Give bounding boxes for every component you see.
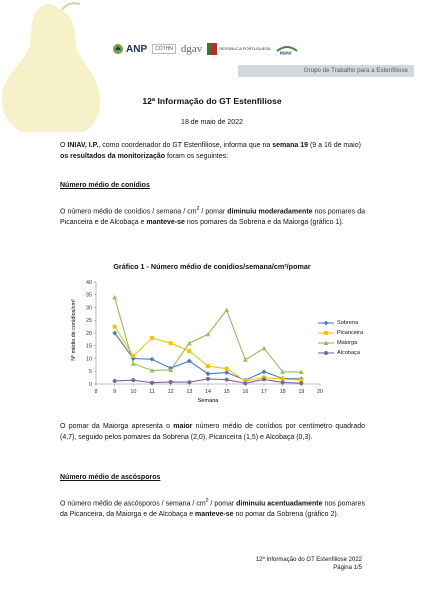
data-point-maiorga bbox=[262, 346, 267, 350]
legend-label: Alcobaça bbox=[337, 350, 361, 356]
x-tick-label: 14 bbox=[205, 389, 211, 395]
section1-heading: Número médio de conídios bbox=[60, 182, 150, 189]
data-point-maiorga bbox=[112, 295, 117, 299]
x-tick-label: 12 bbox=[167, 389, 174, 395]
legend-marker bbox=[324, 331, 328, 335]
data-point-alcobaca bbox=[225, 378, 229, 382]
data-point-sobrena bbox=[150, 357, 155, 362]
x-tick-label: 16 bbox=[242, 389, 249, 395]
data-point-alcobaca bbox=[262, 377, 266, 381]
legend-symbol-sobrena bbox=[318, 319, 334, 327]
dgav-logo bbox=[181, 43, 202, 55]
data-point-alcobaca bbox=[187, 380, 191, 384]
data-point-alcobaca bbox=[131, 378, 135, 382]
y-tick-label: 10 bbox=[86, 356, 92, 363]
dgav-logo-text: dgav bbox=[180, 43, 203, 55]
section2-heading: Número médio de ascósporos bbox=[60, 474, 161, 481]
legend-item-picanceira bbox=[318, 328, 388, 338]
legend-label: Maiorga bbox=[337, 340, 358, 346]
x-tick-label: 19 bbox=[298, 389, 305, 395]
data-point-picanceira bbox=[225, 367, 229, 371]
footer-title: 12ª Informação do GT Estenfiliose 2022 bbox=[255, 557, 362, 563]
y-tick-label: 0 bbox=[89, 381, 92, 388]
x-tick-label: 20 bbox=[317, 389, 323, 395]
data-point-picanceira bbox=[150, 336, 154, 340]
republica-portuguesa-logo bbox=[207, 43, 271, 55]
x-tick-label: 15 bbox=[223, 389, 230, 395]
data-point-alcobaca bbox=[113, 379, 117, 383]
anp-logo-text: ANP bbox=[126, 43, 148, 55]
y-tick-label: 15 bbox=[86, 343, 92, 350]
data-point-sobrena bbox=[224, 370, 229, 375]
x-tick-label: 18 bbox=[279, 389, 286, 395]
pear-decoration bbox=[0, 0, 130, 132]
y-tick-label: 40 bbox=[86, 279, 92, 286]
x-tick-label: 10 bbox=[130, 389, 137, 395]
cothn-logo-text: COTHN bbox=[155, 46, 173, 52]
data-point-alcobaca bbox=[299, 381, 303, 385]
x-tick-label: 11 bbox=[149, 389, 155, 395]
data-point-picanceira bbox=[131, 354, 135, 358]
iniav-logo-text: INIAV bbox=[279, 50, 292, 55]
anp-logo bbox=[112, 43, 147, 55]
iniav-logo bbox=[276, 43, 298, 55]
intro-paragraph: O INIAV, I.P., como coordenador do GT Estenfiliose, informa que na semana 19 (9 a 16 de maio) os resultados da monitorização foram os seguintes: bbox=[60, 142, 361, 160]
data-point-maiorga bbox=[224, 308, 229, 312]
data-point-maiorga bbox=[243, 357, 248, 361]
data-point-alcobaca bbox=[150, 381, 154, 385]
y-tick-label: 20 bbox=[86, 330, 92, 337]
chart-title: Gráfico 1 - Número médio de conídios/semana/cm²/pomar bbox=[113, 262, 311, 271]
republica-logo-text: REPÚBLICA PORTUGUESA bbox=[219, 45, 271, 51]
legend-symbol-picanceira bbox=[318, 329, 334, 337]
legend-item-maiorga bbox=[318, 338, 388, 348]
header-banner: Grupo de Trabalho para a Estenfiliose bbox=[238, 65, 414, 77]
chart-legend bbox=[318, 318, 388, 358]
cothn-logo bbox=[152, 44, 176, 54]
page-footer bbox=[256, 556, 362, 572]
data-point-alcobaca bbox=[206, 377, 210, 381]
section2-paragraph: O número médio de ascósporos / semana / $cm^2$ / pomar diminuiu acentuadamente nos pomares da Picanceira, da Maiorga e de Alcobaça e manteve-se no pomar da Sobrena (gráfico 2). bbox=[60, 498, 365, 519]
footer-page-number: Página 1/5 bbox=[333, 565, 362, 571]
legend-label: Sobrena bbox=[337, 320, 359, 326]
data-point-picanceira bbox=[113, 325, 117, 329]
maiorga-paragraph: O pomar da Maiorga apresenta o maior número médio de conídios por centímetro quadrado (4,7), seguido pelos pomares da Sobrena (2,0), Picanceira (1,5) e Alcobaça (0,3). bbox=[60, 423, 365, 441]
y-tick-label: 25 bbox=[86, 318, 92, 325]
legend-item-sobrena bbox=[318, 318, 388, 328]
legend-item-alcobaca bbox=[318, 348, 388, 358]
data-point-alcobaca bbox=[243, 381, 247, 385]
legend-symbol-maiorga bbox=[318, 339, 334, 347]
section1-paragraph: O número médio de conídios / semana / $cm^2$ / pomar diminuiu moderadamente nos pomares da Picanceira e de Alcobaça e manteve-se nos pomares da Sobrena e da Maiorga (gráfico 1). bbox=[60, 206, 365, 227]
legend-symbol-alcobaca bbox=[318, 349, 334, 357]
data-point-picanceira bbox=[187, 349, 191, 353]
legend-marker bbox=[324, 351, 328, 355]
data-point-sobrena bbox=[262, 369, 267, 374]
y-axis-label: Nº médio de conídios/cm² bbox=[71, 299, 77, 361]
data-point-picanceira bbox=[169, 341, 173, 345]
data-point-picanceira bbox=[206, 364, 210, 368]
x-tick-label: 9 bbox=[113, 389, 117, 395]
data-point-alcobaca bbox=[281, 380, 285, 384]
data-point-maiorga bbox=[131, 361, 136, 365]
data-point-picanceira bbox=[281, 377, 285, 381]
x-tick-label: 8 bbox=[94, 389, 98, 395]
page-title: 12ª Informação do GT Estenfiliose bbox=[142, 96, 282, 106]
legend-marker bbox=[324, 321, 329, 326]
x-axis-label: Semana bbox=[197, 398, 219, 404]
legend-label: Picanceira bbox=[337, 330, 364, 336]
document-date: 18 de maio de 2022 bbox=[181, 119, 243, 126]
y-tick-label: 30 bbox=[86, 305, 92, 312]
data-point-alcobaca bbox=[169, 380, 173, 384]
x-tick-label: 17 bbox=[261, 389, 267, 395]
y-tick-label: 35 bbox=[86, 292, 92, 299]
header-logos bbox=[112, 38, 412, 60]
x-tick-label: 13 bbox=[186, 389, 193, 395]
y-tick-label: 5 bbox=[89, 369, 92, 376]
